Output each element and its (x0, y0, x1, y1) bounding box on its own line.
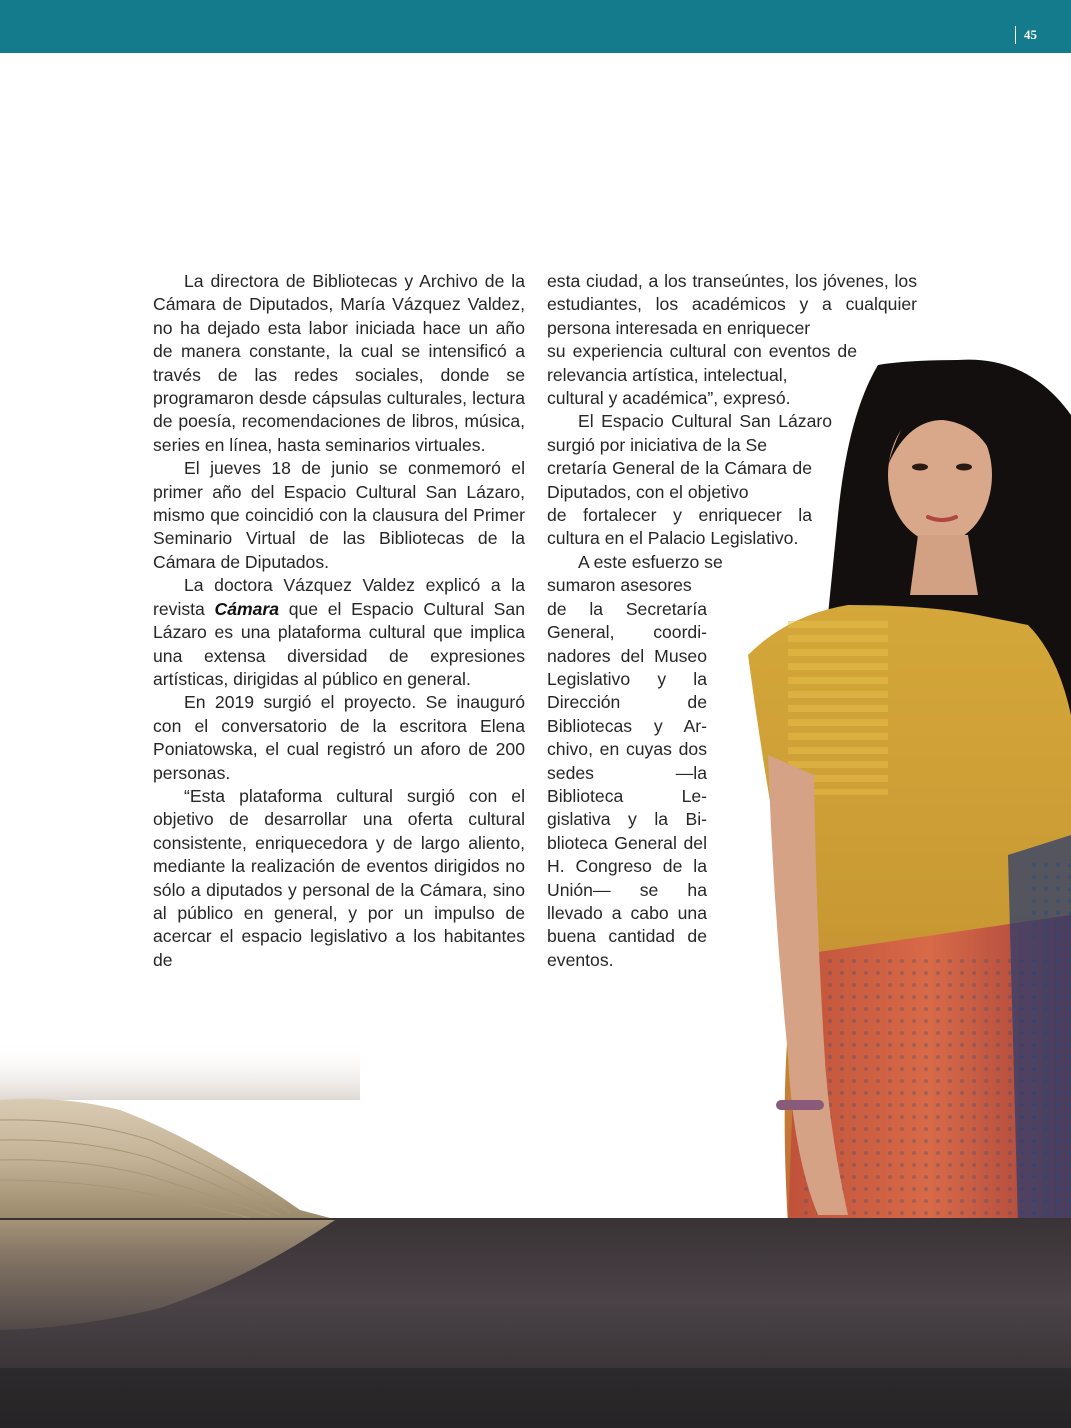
article-right-column (547, 270, 917, 972)
paragraph: En 2019 surgió el proyecto. Se inauguró con el conversatorio de la escritora Elena Poniatowska, el cual registró un aforo de 200 personas. (153, 692, 525, 783)
paragraph: “Esta plataforma cultural surgió con el objetivo de desarrollar una oferta cultural consistente, enriquecedora y de largo aliento, mediante la realización de eventos dirigidos no sólo a diputados y personal de la Cámara, sino al público en general, y por un impulso de acercar el espacio legislativo a los habitantes de (153, 785, 525, 970)
article-left-column (153, 270, 525, 972)
dark-table-surface (0, 1218, 1071, 1428)
header-bar (0, 0, 1071, 53)
paragraph: de la Secretaría General, coordinadores del Museo Legislativo y la Dirección de Bibliotecas y Archivo, en cuyas dos sedes —la Biblioteca Legislativa y la Biblioteca General del H. Congreso de la Unión— se ha llevado a cabo una buena cantidad de eventos. (547, 598, 707, 970)
paragraph-text: La doctora Vázquez Valdez explicó a la revista (153, 575, 525, 619)
paragraph: sumaron asesores (547, 575, 692, 596)
page-number-divider (1015, 26, 1016, 44)
open-book-photo (0, 1040, 360, 1240)
paragraph (153, 574, 525, 691)
paragraph: su experiencia cultural con eventos de relevancia artística, intelectual, (547, 341, 857, 385)
paragraph: cretaría General de la Cámara de Diputados, con el objetivo (547, 458, 812, 502)
paragraph-text: que el Espacio Cultural San Lázaro es una plataforma cultural que implica una extensa diversidad de expresiones artísticas, dirigidas al público en general. (153, 598, 525, 689)
paragraph: cultural y académica”, expresó. (547, 388, 791, 409)
paragraph: El jueves 18 de junio se conmemoró el primer año del Espacio Cultural San Lázaro, mismo que coincidió con la clausura del Primer Seminario Virtual de las Bibliotecas de la Cámara de Diputados. (153, 458, 525, 572)
paragraph: A este esfuerzo se (578, 551, 723, 572)
paragraph: esta ciudad, a los transeúntes, los jóvenes, los estudiantes, los académicos y a cualquier persona interesada en enriquecer (547, 271, 917, 338)
page-number: 45 (1024, 27, 1037, 42)
paragraph: El Espacio Cultural San Lázaro surgió por iniciativa de la Se (547, 411, 832, 455)
paragraph: La directora de Bibliotecas y Archivo de la Cámara de Diputados, María Vázquez Valdez, no ha dejado esta labor iniciada hace un año de manera constante, la cual se intensificó a través de las redes sociales, donde se programaron desde cápsulas culturales, lectura de poesía, recomendaciones de libros, música, series en línea, hasta seminarios virtuales. (153, 271, 525, 455)
paragraph: de fortalecer y enriquecer la cultura en el Palacio Legislativo. (547, 505, 812, 549)
magazine-title: Cámara (214, 598, 280, 619)
